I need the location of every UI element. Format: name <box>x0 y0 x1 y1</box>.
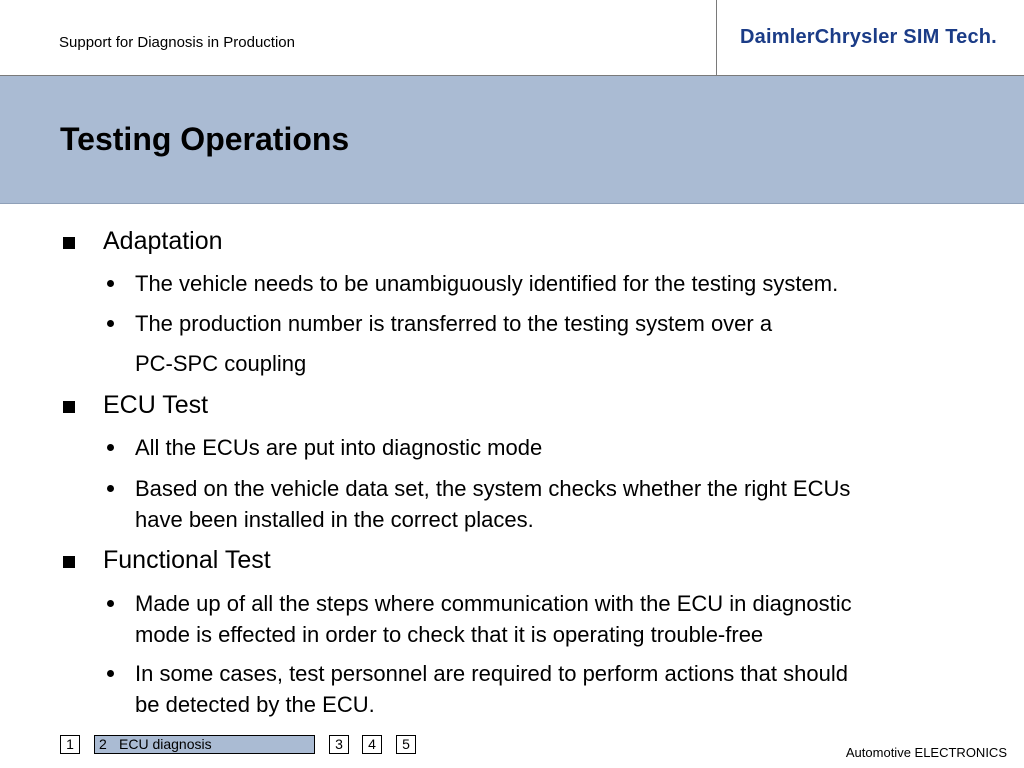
nav-page-1[interactable]: 1 <box>60 735 80 754</box>
nav-page-5[interactable]: 5 <box>396 735 416 754</box>
nav-page-2-label: ECU diagnosis <box>119 736 212 752</box>
section-heading-ecu-test: ECU Test <box>103 391 209 419</box>
bullet-text: The production number is transferred to the testing system over a <box>135 311 773 336</box>
bullet-text: Based on the vehicle data set, the system checks whether the right ECUs <box>135 476 851 501</box>
footer-department-label: Automotive ELECTRONICS <box>845 745 1007 760</box>
title-band <box>0 76 1024 204</box>
round-bullet-icon <box>107 485 114 492</box>
round-bullet-icon <box>107 444 114 451</box>
bullet-text: Made up of all the steps where communication with the ECU in diagnostic <box>135 591 852 616</box>
nav-page-2-number: 2 <box>99 736 107 752</box>
bullet-text-continuation: be detected by the ECU. <box>135 692 375 717</box>
bullet-text: All the ECUs are put into diagnostic mode <box>135 435 543 460</box>
header-divider <box>716 0 717 76</box>
slide-footer <box>0 732 1024 768</box>
square-bullet-icon <box>63 556 75 568</box>
bullet-text-continuation: have been installed in the correct places. <box>135 507 534 532</box>
round-bullet-icon <box>107 670 114 677</box>
round-bullet-icon <box>107 600 114 607</box>
nav-page-3[interactable]: 3 <box>329 735 349 754</box>
slide-title: Testing Operations <box>60 121 350 157</box>
slide-body <box>0 204 1024 724</box>
square-bullet-icon <box>63 401 75 413</box>
nav-page-2-ecu-diagnosis[interactable] <box>94 735 315 754</box>
section-heading-functional-test: Functional Test <box>103 546 271 574</box>
slide-header <box>0 0 1024 76</box>
section-heading-adaptation: Adaptation <box>103 227 223 255</box>
square-bullet-icon <box>63 237 75 249</box>
bullet-text-continuation: PC-SPC coupling <box>135 351 307 376</box>
bullet-text: The vehicle needs to be unambiguously identified for the testing system. <box>135 271 839 296</box>
bullet-text: In some cases, test personnel are required to perform actions that should <box>135 661 848 686</box>
brand-logo-text: DaimlerChrysler SIM Tech. <box>740 26 997 48</box>
header-subtitle: Support for Diagnosis in Production <box>59 34 295 51</box>
bullet-text-continuation: mode is effected in order to check that it is operating trouble-free <box>135 622 764 647</box>
round-bullet-icon <box>107 280 114 287</box>
round-bullet-icon <box>107 320 114 327</box>
nav-page-4[interactable]: 4 <box>362 735 382 754</box>
